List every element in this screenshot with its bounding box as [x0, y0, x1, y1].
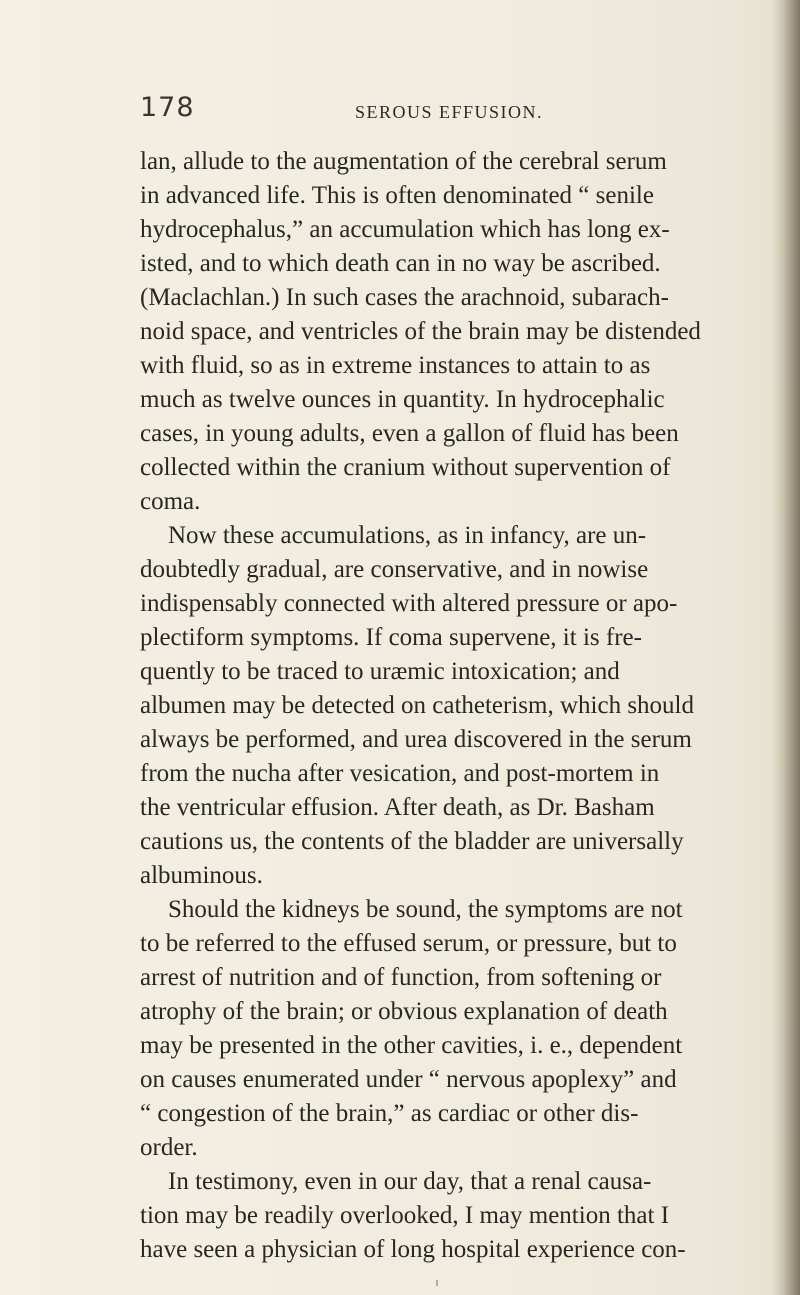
text-line: (Maclachlan.) In such cases the arachnoid, subarach-: [140, 284, 669, 311]
text-line: lan, allude to the augmentation of the cerebral serum: [140, 148, 667, 175]
paragraph-start-line: In testimony, even in our day, that a renal causa-: [168, 1168, 652, 1195]
text-line: on causes enumerated under “ nervous apoplexy” and: [140, 1066, 677, 1093]
text-line: albuminous.: [140, 862, 263, 889]
text-line: hydrocephalus,” an accumulation which has long ex-: [140, 216, 670, 243]
text-line: doubtedly gradual, are conservative, and in nowise: [140, 556, 649, 583]
text-line: with fluid, so as in extreme instances to attain to as: [140, 352, 651, 379]
text-line: cautions us, the contents of the bladder are universally: [140, 828, 684, 855]
body-text: [140, 145, 770, 1267]
text-line: noid space, and ventricles of the brain may be distended: [140, 318, 701, 345]
text-line: arrest of nutrition and of function, from softening or: [140, 964, 662, 991]
text-line: from the nucha after vesication, and post-mortem in: [140, 760, 660, 787]
text-line: in advanced life. This is often denominated “ senile: [140, 182, 654, 209]
text-line: isted, and to which death can in no way be ascribed.: [140, 250, 661, 277]
paper-speck: [436, 1280, 438, 1286]
text-line: to be referred to the effused serum, or pressure, but to: [140, 930, 677, 957]
text-line: albumen may be detected on catheterism, which should: [140, 692, 694, 719]
text-line: always be performed, and urea discovered in the serum: [140, 726, 692, 753]
text-line: collected within the cranium without supervention of: [140, 454, 671, 481]
text-line: plectiform symptoms. If coma supervene, it is fre-: [140, 624, 642, 651]
text-line: tion may be readily overlooked, I may mention that I: [140, 1202, 670, 1229]
text-line: may be presented in the other cavities, i. e., dependent: [140, 1032, 683, 1059]
text-line: order.: [140, 1134, 198, 1161]
paragraph-start-line: Now these accumulations, as in infancy, are un-: [168, 522, 647, 549]
page-header: [0, 92, 800, 132]
text-line: much as twelve ounces in quantity. In hydrocephalic: [140, 386, 665, 413]
page-number: 178: [140, 92, 195, 123]
running-head: SEROUS EFFUSION.: [355, 102, 544, 122]
text-line: the ventricular effusion. After death, as Dr. Basham: [140, 794, 655, 821]
text-line: indispensably connected with altered pressure or apo-: [140, 590, 678, 617]
text-line: cases, in young adults, even a gallon of fluid has been: [140, 420, 679, 447]
text-line: quently to be traced to uræmic intoxication; and: [140, 658, 620, 685]
text-line: coma.: [140, 488, 201, 515]
text-line: “ congestion of the brain,” as cardiac or other dis-: [140, 1100, 639, 1127]
page-edge-shadow: [772, 0, 800, 1295]
text-line: atrophy of the brain; or obvious explanation of death: [140, 998, 668, 1025]
text-line: have seen a physician of long hospital experience con-: [140, 1236, 686, 1263]
paragraph-start-line: Should the kidneys be sound, the symptoms are not: [168, 896, 683, 923]
